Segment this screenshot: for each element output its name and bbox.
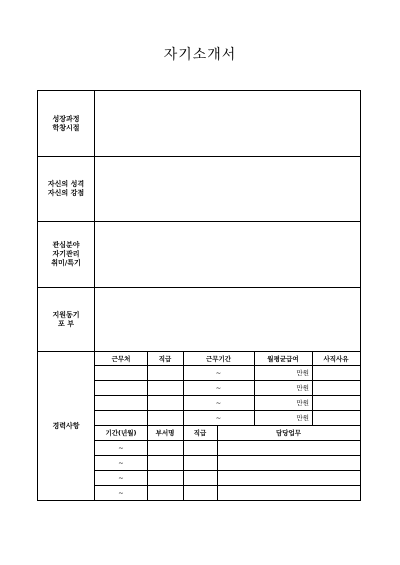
- period-tilde: ~: [118, 443, 124, 452]
- section-label-cell: [38, 222, 95, 287]
- page-title: 자기소개서: [163, 47, 237, 63]
- section-label-cell: [38, 352, 95, 500]
- header-resign-reason: 사직사유: [323, 355, 349, 363]
- section-input-motivation[interactable]: [95, 288, 360, 351]
- period-tilde: ~: [118, 488, 124, 497]
- header-department: 부서명: [155, 429, 175, 437]
- section-input-growth[interactable]: [95, 91, 360, 156]
- header-position: 직급: [158, 355, 172, 363]
- period-tilde: ~: [118, 473, 124, 482]
- salary-unit: 만원: [296, 414, 309, 422]
- section-interests: [38, 222, 360, 288]
- header-monthly-salary: 월평균급여: [267, 355, 299, 363]
- section-label-motivation: 지원동기 포 부: [52, 310, 80, 328]
- section-input-interests[interactable]: [95, 222, 360, 287]
- section-label-personality: 자신의 성격 자신의 강점: [47, 180, 85, 197]
- section-personality: [38, 157, 360, 222]
- section-label-career: 경력사항: [52, 421, 80, 430]
- section-label-interests: 관심분야 자기관리 취미/특기: [51, 241, 81, 267]
- period-tilde: ~: [215, 383, 222, 392]
- header-rank: 직급: [193, 429, 207, 437]
- section-label-growth: 성장과정 학창시절: [52, 114, 80, 132]
- self-introduction-form: [37, 90, 361, 501]
- header-workplace: 근무처: [111, 355, 131, 363]
- career-table: [95, 352, 360, 500]
- section-label-cell: [38, 91, 95, 156]
- section-career: [38, 352, 360, 500]
- section-label-cell: [38, 288, 95, 351]
- period-tilde: ~: [215, 398, 222, 407]
- header-period-yearmonth: 기간(년월): [105, 429, 137, 437]
- section-growth: [38, 91, 360, 157]
- section-motivation: [38, 288, 360, 352]
- header-duties: 담당업무: [275, 429, 302, 437]
- salary-unit: 만원: [296, 384, 309, 392]
- period-tilde: ~: [215, 368, 222, 377]
- section-label-cell: [38, 157, 95, 221]
- salary-unit: 만원: [296, 399, 309, 407]
- salary-unit: 만원: [296, 369, 309, 377]
- period-tilde: ~: [118, 458, 124, 467]
- section-input-personality[interactable]: [95, 157, 360, 221]
- period-tilde: ~: [215, 413, 222, 422]
- header-work-period: 근무기간: [205, 355, 232, 363]
